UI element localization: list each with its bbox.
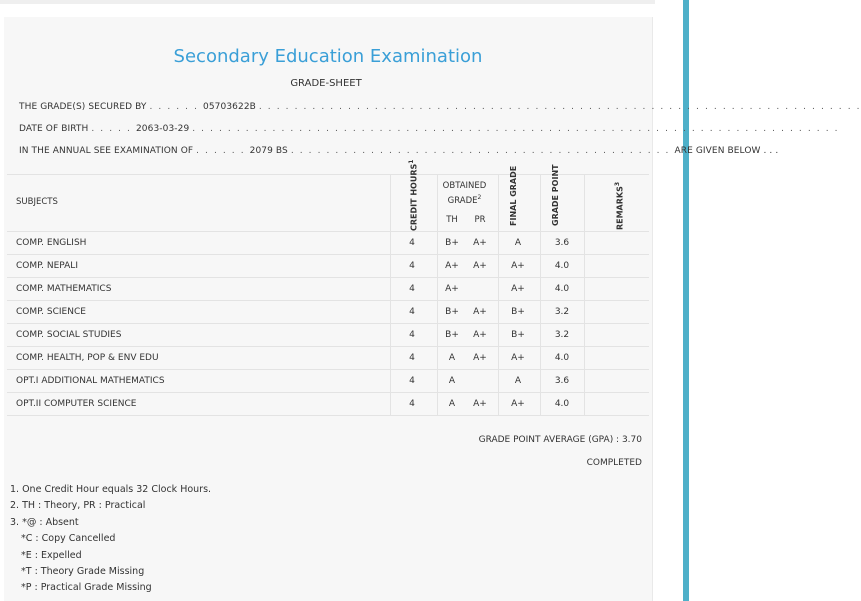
subject-name: COMP. NEPALI xyxy=(16,261,78,271)
table-row xyxy=(7,323,649,346)
credit-hours: 4 xyxy=(409,376,415,386)
subject-name: COMP. SOCIAL STUDIES xyxy=(16,330,122,340)
footnote-item: *C : Copy Cancelled xyxy=(21,533,116,545)
table-row xyxy=(7,231,649,254)
table-row xyxy=(7,369,649,392)
grades-secured-label: THE GRADE(S) SECURED BY xyxy=(19,102,147,112)
th-grade: A xyxy=(448,376,456,386)
exam-title: Secondary Education Examination xyxy=(173,46,483,67)
subject-name: COMP. HEALTH, POP & ENV EDU xyxy=(16,353,159,363)
gpa-summary: GRADE POINT AVERAGE (GPA) : 3.70 xyxy=(478,435,642,445)
header-obtained-label: OBTAINED GRADE xyxy=(442,181,487,206)
column-divider xyxy=(540,174,541,416)
credit-hours: 4 xyxy=(409,284,415,294)
grades-secured-line xyxy=(19,102,861,112)
credit-hours: 4 xyxy=(409,238,415,248)
header-credit-sup: 1 xyxy=(408,159,415,164)
header-subjects: SUBJECTS xyxy=(16,197,58,207)
subject-name: COMP. SCIENCE xyxy=(16,307,86,317)
dob-value: 2063-03-29 xyxy=(135,124,190,134)
dob-line xyxy=(19,124,840,134)
column-divider xyxy=(498,174,499,416)
dot-leader: . . . . . . . . . . . . . . . . . . . . . . . . . . . . . . . . . . . . . . . . . . . . . . . . . . . . . . . . . . . . . . . . . . . . xyxy=(258,102,861,112)
credit-hours: 4 xyxy=(409,307,415,317)
th-grade: B+ xyxy=(445,330,459,340)
final-grade: A+ xyxy=(511,284,525,294)
dot-leader: . . . . . xyxy=(91,124,136,134)
header-final-grade: FINAL GRADE xyxy=(509,165,518,226)
th-grade: B+ xyxy=(445,307,459,317)
exam-year: 2079 BS xyxy=(249,146,288,156)
header-th: TH xyxy=(446,215,458,225)
table-row xyxy=(7,392,649,416)
subject-name: COMP. ENGLISH xyxy=(16,238,87,248)
grade-point: 3.6 xyxy=(554,238,570,248)
grade-point: 3.2 xyxy=(554,307,570,317)
pr-grade: A+ xyxy=(473,238,487,248)
exam-suffix: ARE GIVEN BELOW . . . xyxy=(674,146,779,156)
footnote-item: 3. *@ : Absent xyxy=(10,516,79,528)
credit-hours: 4 xyxy=(409,261,415,271)
completion-status: COMPLETED xyxy=(586,458,642,468)
pr-grade xyxy=(469,278,491,300)
th-grade: B+ xyxy=(445,238,459,248)
grade-point: 4.0 xyxy=(554,284,570,294)
pr-grade: A+ xyxy=(473,261,487,271)
table-row xyxy=(7,346,649,369)
top-strip xyxy=(0,0,655,4)
footnotes xyxy=(10,482,211,597)
table-row xyxy=(7,300,649,323)
grade-point: 3.6 xyxy=(554,376,570,386)
scrollbar[interactable] xyxy=(683,0,689,601)
header-remarks xyxy=(613,181,631,231)
grade-point: 4.0 xyxy=(554,353,570,363)
final-grade: B+ xyxy=(511,307,525,317)
th-grade: A+ xyxy=(445,284,459,294)
symbol-number: 05703622B xyxy=(203,102,256,112)
column-divider xyxy=(390,174,391,416)
footnote-item: 2. TH : Theory, PR : Practical xyxy=(10,500,146,512)
exam-line xyxy=(19,146,779,156)
final-grade: A+ xyxy=(511,261,525,271)
footnote-item: *E : Expelled xyxy=(21,549,82,561)
pr-grade: A+ xyxy=(473,353,487,363)
credit-hours: 4 xyxy=(409,353,415,363)
header-credit-hours xyxy=(407,159,425,231)
dot-leader: . . . . . . xyxy=(196,146,250,156)
th-grade: A xyxy=(448,399,456,409)
grade-point: 3.2 xyxy=(554,330,570,340)
header-remarks-label: REMARKS xyxy=(615,186,625,231)
header-remarks-sup: 3 xyxy=(614,181,621,187)
grade-sheet xyxy=(4,17,861,601)
grade-point: 4.0 xyxy=(554,399,570,409)
final-grade: B+ xyxy=(511,330,525,340)
pr-grade: A+ xyxy=(473,330,487,340)
credit-hours: 4 xyxy=(409,330,415,340)
pr-grade xyxy=(469,370,491,392)
header-grade-point: GRADE POINT xyxy=(551,164,560,226)
grade-point: 4.0 xyxy=(554,261,570,271)
column-divider xyxy=(584,174,585,416)
footnote-item: *T : Theory Grade Missing xyxy=(21,566,145,578)
table-row xyxy=(7,254,649,277)
final-grade: A+ xyxy=(511,399,525,409)
dot-leader: . . . . . . xyxy=(149,102,204,112)
subject-name: OPT.I ADDITIONAL MATHEMATICS xyxy=(16,376,165,386)
exam-label: IN THE ANNUAL SEE EXAMINATION OF xyxy=(19,146,194,156)
header-pr: PR xyxy=(474,215,486,225)
subject-name: OPT.II COMPUTER SCIENCE xyxy=(16,399,137,409)
header-credit-hours-label: CREDIT HOURS xyxy=(409,163,419,231)
th-grade: A+ xyxy=(445,261,459,271)
subject-name: COMP. MATHEMATICS xyxy=(16,284,112,294)
dot-leader: . . . . . . . . . . . . . . . . . . . . . . . . . . . . . . . . . . . . . . . . . . . xyxy=(290,146,675,156)
final-grade: A xyxy=(514,376,522,386)
header-obtained-grade xyxy=(437,180,492,207)
pr-grade: A+ xyxy=(473,399,487,409)
dob-label: DATE OF BIRTH xyxy=(19,124,89,134)
table-header-row xyxy=(7,159,649,231)
grade-sheet-heading: GRADE-SHEET xyxy=(290,78,362,89)
table-row xyxy=(7,277,649,300)
th-grade: A xyxy=(448,353,456,363)
pr-grade: A+ xyxy=(473,307,487,317)
dot-leader: . . . . . . . . . . . . . . . . . . . . . . . . . . . . . . . . . . . . . . . . . . . . . . . . . . . . . . . . . . . . . . . . . . . . . . . . . xyxy=(192,124,840,134)
footnote-item: *P : Practical Grade Missing xyxy=(21,582,152,594)
column-divider xyxy=(437,174,438,416)
final-grade: A+ xyxy=(511,353,525,363)
header-obtained-sup: 2 xyxy=(477,194,482,201)
footnote-item: 1. One Credit Hour equals 32 Clock Hours. xyxy=(10,484,212,495)
credit-hours: 4 xyxy=(409,399,415,409)
final-grade: A xyxy=(514,238,522,248)
